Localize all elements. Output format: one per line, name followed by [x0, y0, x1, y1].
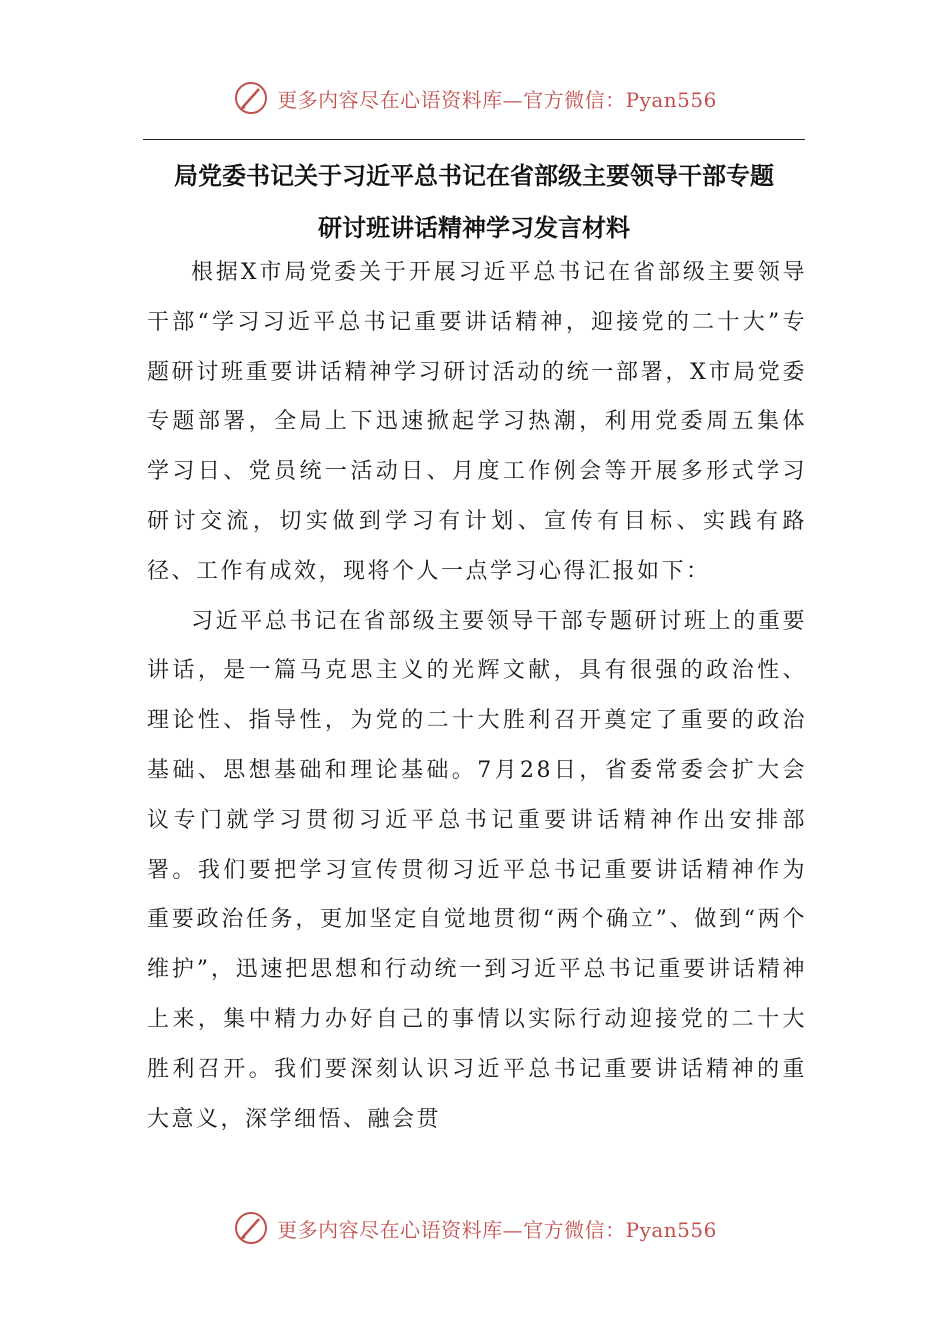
- quill-logo-icon: [233, 1210, 269, 1246]
- quill-logo-icon: [233, 80, 269, 116]
- document-body: [147, 248, 807, 1144]
- watermark-banner-bottom: [0, 1210, 950, 1246]
- watermark-text: 更多内容尽在心语资料库—官方微信：Pyan556: [277, 87, 717, 112]
- paragraph: 习近平总书记在省部级主要领导干部专题研讨班上的重要讲话，是一篇马克思主义的光辉文献，具有很强的政治性、理论性、指导性，为党的二十大胜利召开奠定了重要的政治基础、思想基础和理论基础。7月28日，省委常委会扩大会议专门就学习贯彻习近平总书记重要讲话精神作出安排部署。我们要把学习宣传贯彻习近平总书记重要讲话精神作为重要政治任务，更加坚定自觉地贯彻“两个确立”、做到“两个维护”，迅速把思想和行动统一到习近平总书记重要讲话精神上来，集中精力办好自己的事情以实际行动迎接党的二十大胜利召开。我们要深刻认识习近平总书记重要讲话精神的重大意义，深学细悟、融会贯: [147, 608, 807, 1132]
- document-title: [143, 150, 805, 254]
- watermark-text: 更多内容尽在心语资料库—官方微信：Pyan556: [277, 1217, 717, 1242]
- header-divider: [143, 139, 805, 140]
- title-line-2: 研讨班讲话精神学习发言材料: [318, 214, 630, 242]
- watermark-banner-top: [0, 80, 950, 116]
- title-line-1: 局党委书记关于习近平总书记在省部级主要领导干部专题: [174, 162, 774, 190]
- paragraph: 根据X市局党委关于开展习近平总书记在省部级主要领导干部“学习习近平总书记重要讲话精神，迎接党的二十大”专题研讨班重要讲话精神学习研讨活动的统一部署，X市局党委专题部署，全局上下迅速掀起学习热潮，利用党委周五集体学习日、党员统一活动日、月度工作例会等开展多形式学习研讨交流，切实做到学习有计划、宣传有目标、实践有路径、工作有成效，现将个人一点学习心得汇报如下：: [147, 260, 807, 584]
